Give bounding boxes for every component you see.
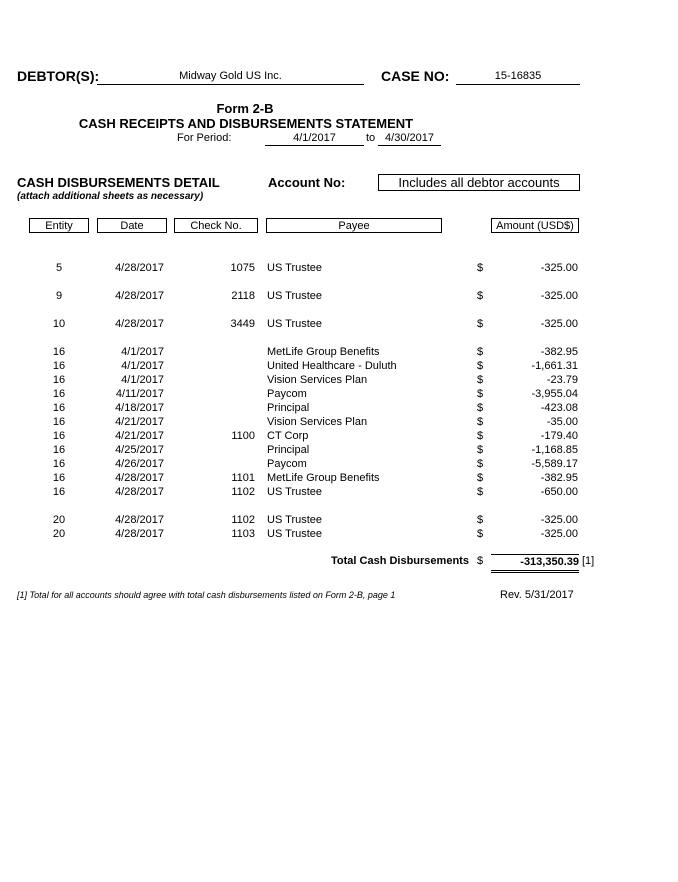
cell-amount: -325.00: [540, 262, 578, 274]
cell-date: 4/1/2017: [121, 346, 164, 358]
cell-dollar: $: [477, 486, 484, 498]
total-note-ref: [1]: [582, 555, 595, 567]
cell-check: 1101: [231, 472, 255, 484]
cell-payee: US Trustee: [267, 486, 323, 498]
table-row: [0, 345, 678, 359]
cell-payee: MetLife Group Benefits: [267, 472, 380, 484]
cell-check: 2118: [231, 290, 255, 302]
cell-dollar: $: [477, 360, 484, 372]
cell-dollar: $: [477, 472, 484, 484]
cell-date: 4/28/2017: [115, 514, 164, 526]
cell-amount: -1,168.85: [531, 444, 578, 456]
cell-payee: Vision Services Plan: [267, 374, 368, 386]
cell-amount: -5,589.17: [531, 458, 578, 470]
cell-check: 1102: [231, 486, 255, 498]
cell-payee: US Trustee: [267, 528, 323, 540]
cell-amount: -23.79: [546, 374, 578, 386]
cell-entity: 16: [52, 486, 66, 498]
cell-dollar: $: [477, 444, 484, 456]
cell-payee: MetLife Group Benefits: [267, 346, 380, 358]
cell-payee: Principal: [267, 444, 310, 456]
cell-date: 4/28/2017: [115, 472, 164, 484]
cell-entity: 16: [52, 402, 66, 414]
cell-check: 1102: [231, 514, 255, 526]
cell-entity: 16: [52, 472, 66, 484]
cell-date: 4/28/2017: [115, 486, 164, 498]
col-check: Check No.: [174, 218, 258, 233]
cell-amount: -179.40: [540, 430, 578, 442]
cell-payee: US Trustee: [267, 262, 323, 274]
cell-entity: 16: [52, 374, 66, 386]
cell-amount: -382.95: [540, 346, 578, 358]
cell-amount: -35.00: [546, 416, 578, 428]
period-to-label: to: [366, 132, 376, 144]
form-title: CASH RECEIPTS AND DISBURSEMENTS STATEMENT: [78, 116, 414, 131]
cell-date: 4/25/2017: [115, 444, 164, 456]
cell-entity: 16: [52, 458, 66, 470]
debtor-label: DEBTOR(S):: [17, 68, 100, 84]
table-row: [0, 415, 678, 429]
debtor-name: Midway Gold US Inc.: [97, 69, 364, 85]
cell-check: 1075: [230, 262, 255, 274]
cell-amount: -325.00: [540, 290, 578, 302]
cell-entity: 9: [55, 290, 63, 302]
case-number: 15-16835: [456, 69, 580, 85]
table-row: [0, 359, 678, 373]
cell-payee: Principal: [267, 402, 310, 414]
cell-payee: Paycom: [267, 388, 307, 400]
cell-dollar: $: [477, 374, 484, 386]
cell-amount: -423.08: [540, 402, 578, 414]
col-payee: Payee: [266, 218, 442, 233]
table-row: [0, 317, 678, 331]
cell-entity: 16: [52, 360, 66, 372]
col-date: Date: [97, 218, 167, 233]
cell-entity: 16: [52, 416, 66, 428]
table-row: [0, 401, 678, 415]
cell-entity: 20: [52, 514, 66, 526]
table-row: [0, 513, 678, 527]
cell-amount: -3,955.04: [531, 388, 578, 400]
cell-date: 4/1/2017: [121, 360, 164, 372]
table-row: [0, 289, 678, 303]
cell-date: 4/21/2017: [115, 430, 164, 442]
total-amount: -313,350.39: [491, 554, 579, 573]
cell-dollar: $: [477, 346, 484, 358]
cell-check: 1100: [231, 430, 255, 442]
cell-check: 3449: [230, 318, 255, 330]
cell-payee: US Trustee: [267, 318, 323, 330]
cell-date: 4/26/2017: [115, 458, 164, 470]
cell-entity: 16: [52, 444, 66, 456]
cell-amount: -1,661.31: [531, 360, 578, 372]
cell-payee: CT Corp: [267, 430, 309, 442]
col-amount: Amount (USD$): [491, 218, 579, 233]
period-to: 4/30/2017: [378, 131, 441, 146]
table-row: [0, 443, 678, 457]
total-label: Total Cash Disbursements: [331, 555, 469, 567]
cell-payee: US Trustee: [267, 290, 323, 302]
cell-date: 4/18/2017: [115, 402, 164, 414]
cell-dollar: $: [477, 528, 484, 540]
total-dollar: $: [477, 555, 484, 567]
table-row: [0, 429, 678, 443]
table-row: [0, 387, 678, 401]
form-number: Form 2-B: [216, 101, 274, 116]
cell-dollar: $: [477, 388, 484, 400]
cell-date: 4/21/2017: [115, 416, 164, 428]
account-value: Includes all debtor accounts: [378, 174, 580, 191]
cell-date: 4/1/2017: [121, 374, 164, 386]
cell-dollar: $: [477, 290, 484, 302]
account-label: Account No:: [268, 175, 346, 190]
table-row: [0, 261, 678, 275]
table-row: [0, 373, 678, 387]
table-row: [0, 485, 678, 499]
case-label: CASE NO:: [381, 68, 450, 84]
cell-date: 4/28/2017: [115, 262, 164, 274]
table-row: [0, 457, 678, 471]
cell-amount: -650.00: [540, 486, 578, 498]
cell-entity: 16: [52, 346, 66, 358]
period-from: 4/1/2017: [265, 131, 364, 146]
cell-entity: 20: [52, 528, 66, 540]
cell-dollar: $: [477, 402, 484, 414]
cell-entity: 5: [55, 262, 63, 274]
section-title: CASH DISBURSEMENTS DETAIL: [17, 175, 220, 190]
cell-entity: 16: [52, 430, 66, 442]
cell-check: 1103: [231, 528, 255, 540]
cell-amount: -325.00: [540, 528, 578, 540]
cell-amount: -325.00: [540, 514, 578, 526]
cell-payee: US Trustee: [267, 514, 323, 526]
revision-date: Rev. 5/31/2017: [500, 589, 574, 601]
footnote: [1] Total for all accounts should agree with total cash disbursements listed on Form 2-B, page 1: [17, 590, 396, 600]
cell-dollar: $: [477, 318, 484, 330]
cell-payee: Paycom: [267, 458, 307, 470]
cell-dollar: $: [477, 262, 484, 274]
period-label: For Period:: [177, 132, 232, 144]
cell-entity: 16: [52, 388, 66, 400]
cell-amount: -325.00: [540, 318, 578, 330]
cell-date: 4/11/2017: [115, 388, 164, 400]
cell-date: 4/28/2017: [115, 290, 164, 302]
cell-dollar: $: [477, 416, 484, 428]
table-row: [0, 527, 678, 541]
cell-date: 4/28/2017: [115, 528, 164, 540]
col-entity: Entity: [29, 218, 89, 233]
cell-dollar: $: [477, 430, 484, 442]
table-row: [0, 471, 678, 485]
cell-date: 4/28/2017: [115, 318, 164, 330]
cell-entity: 10: [52, 318, 66, 330]
cell-dollar: $: [477, 458, 484, 470]
cell-dollar: $: [477, 514, 484, 526]
cell-amount: -382.95: [540, 472, 578, 484]
cell-payee: Vision Services Plan: [267, 416, 368, 428]
cell-payee: United Healthcare - Duluth: [267, 360, 397, 372]
section-subtitle: (attach additional sheets as necessary): [17, 191, 204, 202]
